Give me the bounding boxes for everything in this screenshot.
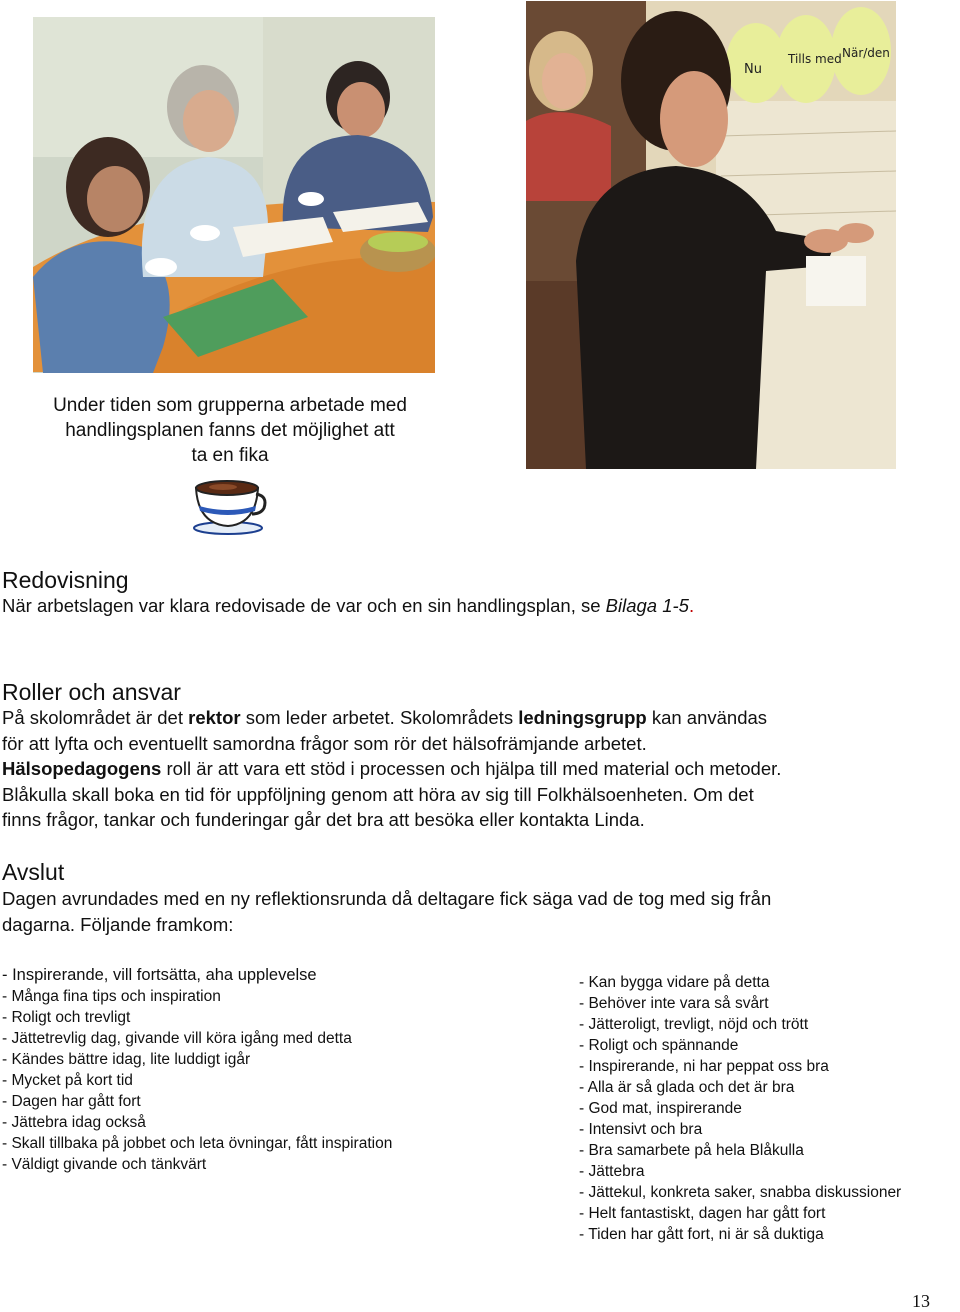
roller-line-1 bbox=[2, 705, 781, 731]
roller-text-a: På skolområdet är det bbox=[2, 707, 189, 728]
redovisning-text bbox=[2, 593, 694, 619]
photo-poster-writing bbox=[526, 1, 896, 469]
avslut-text bbox=[2, 886, 771, 937]
roller-text-halsopedagogens: Hälsopedagogens bbox=[2, 758, 162, 779]
list-item: - Tiden har gått fort, ni är så duktiga bbox=[579, 1226, 824, 1243]
roller-text-c: som leder arbetet. Skolområdets bbox=[240, 707, 519, 728]
roller-line-5: finns frågor, tankar och funderingar går det bra att besöka eller kontakta Linda. bbox=[2, 809, 645, 830]
roller-text-p2: roll är att vara ett stöd i processen och hjälpa till med material och metoder. bbox=[161, 758, 782, 779]
roller-text-rektor: rektor bbox=[188, 707, 241, 728]
list-item: - Intensivt och bra bbox=[579, 1121, 703, 1138]
list-item: - Dagen har gått fort bbox=[2, 1093, 141, 1110]
list-item: - God mat, inspirerande bbox=[579, 1100, 742, 1117]
redovisning-period: . bbox=[688, 595, 695, 616]
caption-line-1: Under tiden som grupperna arbetade med bbox=[53, 395, 407, 416]
list-item: - Väldigt givande och tänkvärt bbox=[2, 1156, 207, 1173]
list-item: - Jättebra bbox=[579, 1163, 645, 1180]
list-item: - Bra samarbete på hela Blåkulla bbox=[579, 1142, 804, 1159]
list-item: - Roligt och trevligt bbox=[2, 1009, 131, 1026]
left-feedback-list bbox=[2, 965, 392, 1175]
list-item: - Kändes bättre idag, lite luddigt igår bbox=[2, 1051, 251, 1068]
page-number: 13 bbox=[912, 1291, 930, 1311]
poster-circle-1-text: Nu bbox=[744, 62, 762, 77]
list-item: - Inspirerande, vill fortsätta, aha upplevelse bbox=[2, 966, 317, 984]
avslut-line-2: dagarna. Följande framkom: bbox=[2, 913, 234, 935]
list-item: - Jättekul, konkreta saker, snabba diskussioner bbox=[579, 1184, 902, 1201]
photo-poster-illustration bbox=[526, 1, 896, 469]
poster-circle-2-text: Tills med bbox=[788, 52, 842, 66]
caption-line-2: handlingsplanen fanns det möjlighet att bbox=[65, 420, 395, 441]
roller-line-4: Blåkulla skall boka en tid för uppföljning genom att höra av sig till Folkhälsoenheten. Om det bbox=[2, 783, 754, 805]
list-item: - Alla är så glada och det är bra bbox=[579, 1079, 795, 1096]
right-feedback-list bbox=[579, 972, 901, 1245]
list-item: - Jättetrevlig dag, givande vill köra igång med detta bbox=[2, 1030, 352, 1047]
list-item: - Kan bygga vidare på detta bbox=[579, 974, 770, 991]
heading-avslut: Avslut bbox=[2, 859, 65, 885]
list-item: - Skall tillbaka på jobbet och leta övningar, fått inspiration bbox=[2, 1135, 393, 1152]
avslut-line-1: Dagen avrundades med en ny reflektionsrunda då deltagare fick säga vad de tog med sig från bbox=[2, 888, 772, 909]
list-item: - Helt fantastiskt, dagen har gått fort bbox=[579, 1205, 826, 1222]
coffee-cup-icon bbox=[190, 478, 268, 536]
heading-roller-och-ansvar: Roller och ansvar bbox=[2, 679, 181, 705]
list-item: - Många fina tips och inspiration bbox=[2, 988, 221, 1005]
photo-meeting-illustration bbox=[33, 17, 435, 373]
poster-circle-3-text: När/den bbox=[842, 46, 890, 60]
roller-text-e: kan användas bbox=[646, 707, 768, 728]
list-item: - Behöver inte vara så svårt bbox=[579, 995, 769, 1012]
caption-line-3: ta en fika bbox=[191, 445, 269, 466]
list-item: - Inspirerande, ni har peppat oss bra bbox=[579, 1058, 829, 1075]
roller-text bbox=[2, 705, 781, 833]
list-item: - Mycket på kort tid bbox=[2, 1072, 133, 1089]
redovisning-text-main: När arbetslagen var klara redovisade de var och en sin handlingsplan, se bbox=[2, 595, 606, 616]
list-item: - Roligt och spännande bbox=[579, 1037, 739, 1054]
photo-meeting bbox=[33, 17, 435, 373]
roller-text-ledningsgrupp: ledningsgrupp bbox=[518, 707, 647, 728]
bilaga-reference[interactable]: Bilaga 1-5 bbox=[605, 595, 689, 616]
heading-redovisning: Redovisning bbox=[2, 567, 129, 593]
photo-caption bbox=[20, 393, 440, 468]
roller-line-2: för att lyfta och eventuellt samordna frågor som rör det hälsofrämjande arbetet. bbox=[2, 732, 647, 754]
roller-line-3 bbox=[2, 756, 781, 782]
list-item: - Jätteroligt, trevligt, nöjd och trött bbox=[579, 1016, 809, 1033]
list-item: - Jättebra idag också bbox=[2, 1114, 146, 1131]
